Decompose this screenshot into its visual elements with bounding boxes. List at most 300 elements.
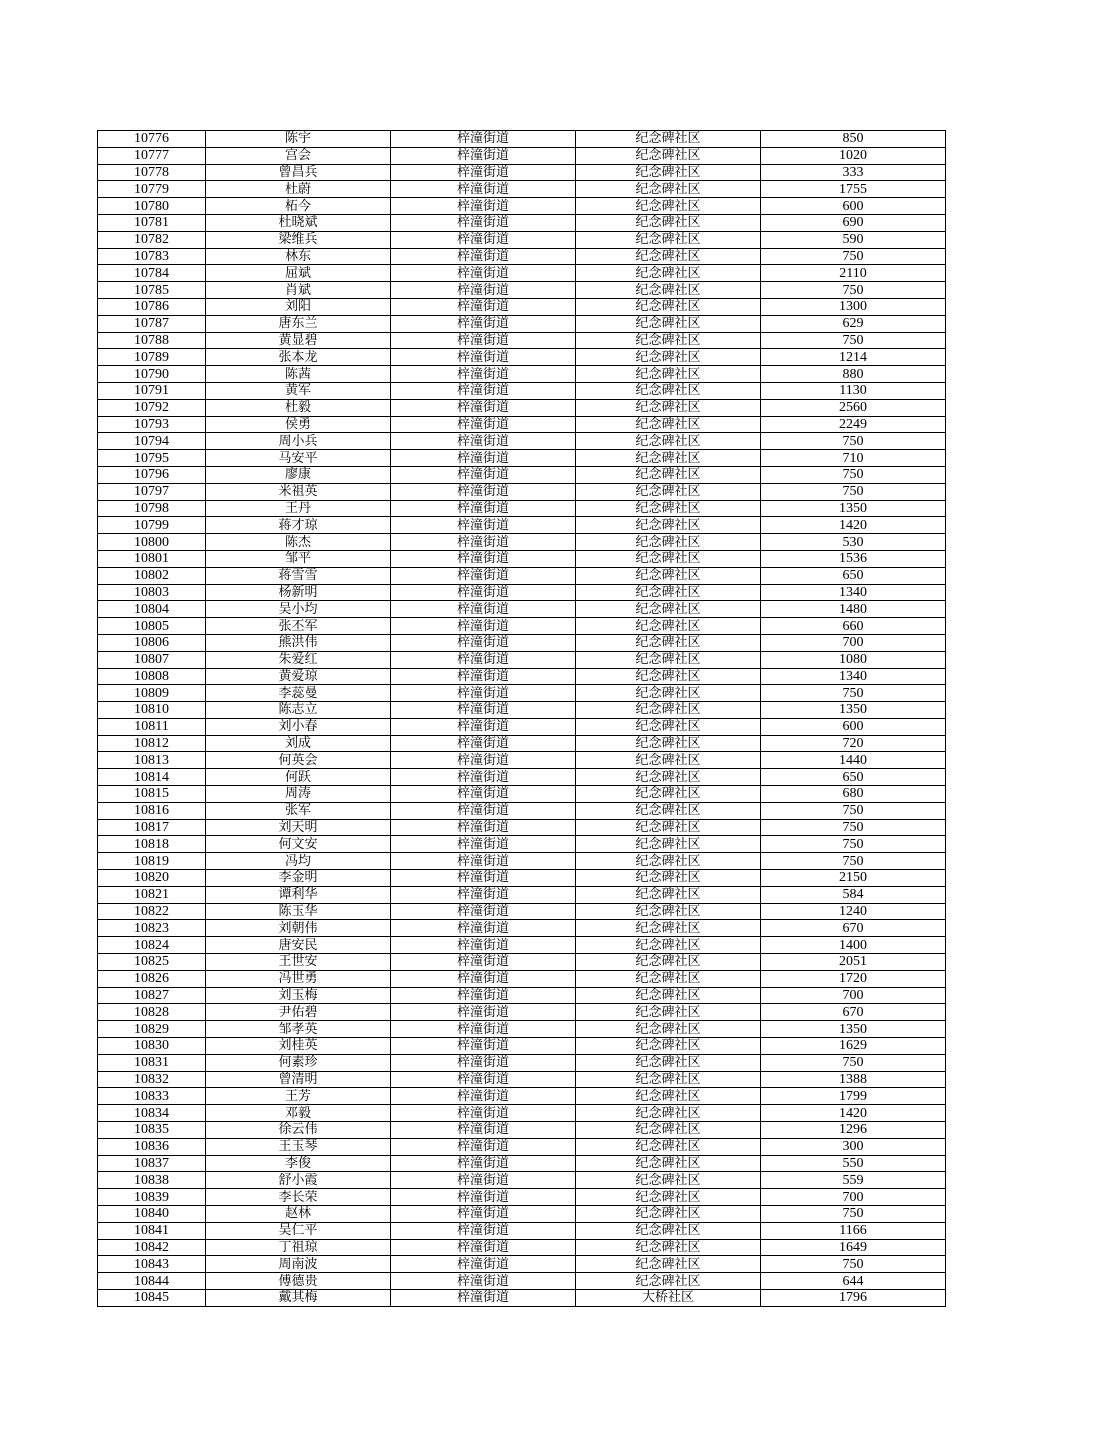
amount-cell: 750 — [761, 433, 946, 450]
community-cell: 纪念碑社区 — [576, 1189, 761, 1206]
name-cell: 傅德贵 — [206, 1273, 391, 1290]
table-row — [98, 265, 946, 282]
name-cell: 陈玉华 — [206, 903, 391, 920]
name-cell: 刘小春 — [206, 718, 391, 735]
row-number-cell: 10795 — [98, 450, 206, 467]
street-cell: 梓潼街道 — [391, 1172, 576, 1189]
name-cell: 肖斌 — [206, 282, 391, 299]
street-cell: 梓潼街道 — [391, 1138, 576, 1155]
amount-cell: 750 — [761, 1206, 946, 1223]
table-row — [98, 802, 946, 819]
amount-cell: 700 — [761, 987, 946, 1004]
row-number-cell: 10801 — [98, 550, 206, 567]
table-row — [98, 198, 946, 215]
row-number-cell: 10844 — [98, 1273, 206, 1290]
row-number-cell: 10828 — [98, 1004, 206, 1021]
street-cell: 梓潼街道 — [391, 853, 576, 870]
row-number-cell: 10804 — [98, 601, 206, 618]
table-row — [98, 231, 946, 248]
amount-cell: 1388 — [761, 1071, 946, 1088]
name-cell: 陈志立 — [206, 702, 391, 719]
table-row — [98, 1004, 946, 1021]
table-row — [98, 903, 946, 920]
row-number-cell: 10793 — [98, 416, 206, 433]
amount-cell: 1340 — [761, 668, 946, 685]
name-cell: 徐云伟 — [206, 1122, 391, 1139]
community-cell: 纪念碑社区 — [576, 601, 761, 618]
street-cell: 梓潼街道 — [391, 181, 576, 198]
name-cell: 熊洪伟 — [206, 634, 391, 651]
street-cell: 梓潼街道 — [391, 517, 576, 534]
name-cell: 刘阳 — [206, 298, 391, 315]
name-cell: 柘今 — [206, 198, 391, 215]
community-cell: 纪念碑社区 — [576, 1004, 761, 1021]
amount-cell: 700 — [761, 634, 946, 651]
community-cell: 纪念碑社区 — [576, 702, 761, 719]
street-cell: 梓潼街道 — [391, 954, 576, 971]
name-cell: 刘玉梅 — [206, 987, 391, 1004]
community-cell: 纪念碑社区 — [576, 584, 761, 601]
name-cell: 马安平 — [206, 450, 391, 467]
amount-cell: 650 — [761, 769, 946, 786]
community-cell: 纪念碑社区 — [576, 853, 761, 870]
amount-cell: 1629 — [761, 1038, 946, 1055]
row-number-cell: 10822 — [98, 903, 206, 920]
community-cell: 纪念碑社区 — [576, 466, 761, 483]
table-row — [98, 466, 946, 483]
name-cell: 陈宇 — [206, 131, 391, 148]
street-cell: 梓潼街道 — [391, 550, 576, 567]
table-row — [98, 1071, 946, 1088]
amount-cell: 1350 — [761, 1021, 946, 1038]
table-row — [98, 500, 946, 517]
name-cell: 何文安 — [206, 836, 391, 853]
community-cell: 纪念碑社区 — [576, 231, 761, 248]
community-cell: 纪念碑社区 — [576, 970, 761, 987]
row-number-cell: 10827 — [98, 987, 206, 1004]
amount-cell: 1020 — [761, 147, 946, 164]
street-cell: 梓潼街道 — [391, 147, 576, 164]
name-cell: 杜毅 — [206, 399, 391, 416]
row-number-cell: 10784 — [98, 265, 206, 282]
street-cell: 梓潼街道 — [391, 382, 576, 399]
amount-cell: 1400 — [761, 937, 946, 954]
table-row — [98, 1289, 946, 1306]
community-cell: 纪念碑社区 — [576, 718, 761, 735]
community-cell: 纪念碑社区 — [576, 349, 761, 366]
community-cell: 纪念碑社区 — [576, 450, 761, 467]
community-cell: 纪念碑社区 — [576, 920, 761, 937]
row-number-cell: 10777 — [98, 147, 206, 164]
amount-cell: 629 — [761, 315, 946, 332]
table-row — [98, 248, 946, 265]
amount-cell: 1796 — [761, 1289, 946, 1306]
street-cell: 梓潼街道 — [391, 1071, 576, 1088]
row-number-cell: 10783 — [98, 248, 206, 265]
amount-cell: 2051 — [761, 954, 946, 971]
amount-cell: 750 — [761, 1054, 946, 1071]
name-cell: 李金明 — [206, 870, 391, 887]
row-number-cell: 10806 — [98, 634, 206, 651]
table-row — [98, 1172, 946, 1189]
table-row — [98, 920, 946, 937]
row-number-cell: 10792 — [98, 399, 206, 416]
community-cell: 纪念碑社区 — [576, 517, 761, 534]
table-row — [98, 1189, 946, 1206]
row-number-cell: 10842 — [98, 1239, 206, 1256]
street-cell: 梓潼街道 — [391, 886, 576, 903]
community-cell: 纪念碑社区 — [576, 1239, 761, 1256]
street-cell: 梓潼街道 — [391, 970, 576, 987]
amount-cell: 300 — [761, 1138, 946, 1155]
street-cell: 梓潼街道 — [391, 399, 576, 416]
table-row — [98, 483, 946, 500]
row-number-cell: 10809 — [98, 685, 206, 702]
community-cell: 纪念碑社区 — [576, 1071, 761, 1088]
data-table — [97, 130, 946, 1307]
table-row — [98, 315, 946, 332]
table-row — [98, 382, 946, 399]
amount-cell: 650 — [761, 567, 946, 584]
name-cell: 刘天明 — [206, 819, 391, 836]
row-number-cell: 10790 — [98, 366, 206, 383]
amount-cell: 530 — [761, 534, 946, 551]
name-cell: 张军 — [206, 802, 391, 819]
table-row — [98, 567, 946, 584]
name-cell: 朱爱红 — [206, 651, 391, 668]
name-cell: 周小兵 — [206, 433, 391, 450]
name-cell: 屈斌 — [206, 265, 391, 282]
community-cell: 纪念碑社区 — [576, 668, 761, 685]
table-row — [98, 819, 946, 836]
table-row — [98, 282, 946, 299]
table-row — [98, 970, 946, 987]
table-row — [98, 1155, 946, 1172]
street-cell: 梓潼街道 — [391, 769, 576, 786]
table-row — [98, 1105, 946, 1122]
street-cell: 梓潼街道 — [391, 987, 576, 1004]
table-row — [98, 937, 946, 954]
row-number-cell: 10810 — [98, 702, 206, 719]
street-cell: 梓潼街道 — [391, 1256, 576, 1273]
row-number-cell: 10845 — [98, 1289, 206, 1306]
community-cell: 纪念碑社区 — [576, 769, 761, 786]
amount-cell: 1720 — [761, 970, 946, 987]
row-number-cell: 10823 — [98, 920, 206, 937]
street-cell: 梓潼街道 — [391, 282, 576, 299]
community-cell: 纪念碑社区 — [576, 500, 761, 517]
name-cell: 谭利华 — [206, 886, 391, 903]
amount-cell: 750 — [761, 1256, 946, 1273]
table-row — [98, 164, 946, 181]
amount-cell: 750 — [761, 853, 946, 870]
table-row — [98, 517, 946, 534]
row-number-cell: 10805 — [98, 618, 206, 635]
table-row — [98, 1021, 946, 1038]
name-cell: 冯均 — [206, 853, 391, 870]
table-row — [98, 752, 946, 769]
street-cell: 梓潼街道 — [391, 214, 576, 231]
community-cell: 纪念碑社区 — [576, 903, 761, 920]
row-number-cell: 10843 — [98, 1256, 206, 1273]
table-row — [98, 534, 946, 551]
amount-cell: 1755 — [761, 181, 946, 198]
table-row — [98, 298, 946, 315]
table-row — [98, 718, 946, 735]
row-number-cell: 10834 — [98, 1105, 206, 1122]
row-number-cell: 10779 — [98, 181, 206, 198]
community-cell: 纪念碑社区 — [576, 836, 761, 853]
name-cell: 蒋雪雪 — [206, 567, 391, 584]
street-cell: 梓潼街道 — [391, 265, 576, 282]
name-cell: 周南波 — [206, 1256, 391, 1273]
name-cell: 舒小霞 — [206, 1172, 391, 1189]
amount-cell: 1214 — [761, 349, 946, 366]
row-number-cell: 10807 — [98, 651, 206, 668]
street-cell: 梓潼街道 — [391, 315, 576, 332]
row-number-cell: 10841 — [98, 1222, 206, 1239]
name-cell: 曾昌兵 — [206, 164, 391, 181]
community-cell: 纪念碑社区 — [576, 685, 761, 702]
table-row — [98, 1088, 946, 1105]
community-cell: 纪念碑社区 — [576, 752, 761, 769]
community-cell: 纪念碑社区 — [576, 786, 761, 803]
name-cell: 冯世勇 — [206, 970, 391, 987]
row-number-cell: 10785 — [98, 282, 206, 299]
name-cell: 黄显碧 — [206, 332, 391, 349]
row-number-cell: 10796 — [98, 466, 206, 483]
table-row — [98, 433, 946, 450]
name-cell: 宫会 — [206, 147, 391, 164]
row-number-cell: 10791 — [98, 382, 206, 399]
amount-cell: 1340 — [761, 584, 946, 601]
name-cell: 邹孝英 — [206, 1021, 391, 1038]
amount-cell: 750 — [761, 248, 946, 265]
row-number-cell: 10819 — [98, 853, 206, 870]
street-cell: 梓潼街道 — [391, 198, 576, 215]
community-cell: 纪念碑社区 — [576, 332, 761, 349]
name-cell: 李俊 — [206, 1155, 391, 1172]
amount-cell: 1350 — [761, 702, 946, 719]
amount-cell: 600 — [761, 198, 946, 215]
row-number-cell: 10816 — [98, 802, 206, 819]
row-number-cell: 10794 — [98, 433, 206, 450]
street-cell: 梓潼街道 — [391, 618, 576, 635]
street-cell: 梓潼街道 — [391, 601, 576, 618]
amount-cell: 644 — [761, 1273, 946, 1290]
row-number-cell: 10835 — [98, 1122, 206, 1139]
row-number-cell: 10833 — [98, 1088, 206, 1105]
amount-cell: 1240 — [761, 903, 946, 920]
community-cell: 纪念碑社区 — [576, 886, 761, 903]
amount-cell: 584 — [761, 886, 946, 903]
amount-cell: 1536 — [761, 550, 946, 567]
name-cell: 廖康 — [206, 466, 391, 483]
table-row — [98, 131, 946, 148]
row-number-cell: 10776 — [98, 131, 206, 148]
table-row — [98, 1054, 946, 1071]
amount-cell: 2150 — [761, 870, 946, 887]
community-cell: 纪念碑社区 — [576, 1206, 761, 1223]
name-cell: 李长荣 — [206, 1189, 391, 1206]
community-cell: 纪念碑社区 — [576, 1172, 761, 1189]
community-cell: 纪念碑社区 — [576, 382, 761, 399]
amount-cell: 559 — [761, 1172, 946, 1189]
table-row — [98, 1138, 946, 1155]
table-row — [98, 651, 946, 668]
community-cell: 纪念碑社区 — [576, 399, 761, 416]
amount-cell: 2249 — [761, 416, 946, 433]
amount-cell: 750 — [761, 332, 946, 349]
table-row — [98, 786, 946, 803]
table-row — [98, 685, 946, 702]
name-cell: 刘成 — [206, 735, 391, 752]
amount-cell: 1130 — [761, 382, 946, 399]
table-row — [98, 1038, 946, 1055]
community-cell: 纪念碑社区 — [576, 651, 761, 668]
amount-cell: 710 — [761, 450, 946, 467]
row-number-cell: 10808 — [98, 668, 206, 685]
community-cell: 纪念碑社区 — [576, 416, 761, 433]
row-number-cell: 10799 — [98, 517, 206, 534]
street-cell: 梓潼街道 — [391, 1289, 576, 1306]
amount-cell: 670 — [761, 920, 946, 937]
amount-cell: 670 — [761, 1004, 946, 1021]
row-number-cell: 10803 — [98, 584, 206, 601]
table-row — [98, 853, 946, 870]
name-cell: 王世安 — [206, 954, 391, 971]
name-cell: 刘朝伟 — [206, 920, 391, 937]
street-cell: 梓潼街道 — [391, 131, 576, 148]
name-cell: 何英会 — [206, 752, 391, 769]
amount-cell: 750 — [761, 282, 946, 299]
amount-cell: 1649 — [761, 1239, 946, 1256]
table-row — [98, 601, 946, 618]
name-cell: 何跃 — [206, 769, 391, 786]
amount-cell: 750 — [761, 819, 946, 836]
community-cell: 纪念碑社区 — [576, 618, 761, 635]
street-cell: 梓潼街道 — [391, 483, 576, 500]
amount-cell: 690 — [761, 214, 946, 231]
street-cell: 梓潼街道 — [391, 920, 576, 937]
community-cell: 纪念碑社区 — [576, 1256, 761, 1273]
street-cell: 梓潼街道 — [391, 634, 576, 651]
amount-cell: 850 — [761, 131, 946, 148]
name-cell: 陈茜 — [206, 366, 391, 383]
street-cell: 梓潼街道 — [391, 416, 576, 433]
community-cell: 大桥社区 — [576, 1289, 761, 1306]
name-cell: 蒋才琼 — [206, 517, 391, 534]
street-cell: 梓潼街道 — [391, 870, 576, 887]
street-cell: 梓潼街道 — [391, 349, 576, 366]
community-cell: 纪念碑社区 — [576, 483, 761, 500]
community-cell: 纪念碑社区 — [576, 735, 761, 752]
row-number-cell: 10813 — [98, 752, 206, 769]
table-row — [98, 618, 946, 635]
row-number-cell: 10814 — [98, 769, 206, 786]
community-cell: 纪念碑社区 — [576, 1088, 761, 1105]
street-cell: 梓潼街道 — [391, 1206, 576, 1223]
name-cell: 吴仁平 — [206, 1222, 391, 1239]
table-row — [98, 886, 946, 903]
row-number-cell: 10820 — [98, 870, 206, 887]
table-row — [98, 349, 946, 366]
community-cell: 纪念碑社区 — [576, 147, 761, 164]
table-body — [98, 131, 946, 1307]
street-cell: 梓潼街道 — [391, 1222, 576, 1239]
street-cell: 梓潼街道 — [391, 248, 576, 265]
table-row — [98, 634, 946, 651]
table-row — [98, 399, 946, 416]
row-number-cell: 10826 — [98, 970, 206, 987]
name-cell: 王玉琴 — [206, 1138, 391, 1155]
community-cell: 纪念碑社区 — [576, 1138, 761, 1155]
community-cell: 纪念碑社区 — [576, 433, 761, 450]
row-number-cell: 10818 — [98, 836, 206, 853]
community-cell: 纪念碑社区 — [576, 214, 761, 231]
table-row — [98, 702, 946, 719]
community-cell: 纪念碑社区 — [576, 164, 761, 181]
name-cell: 张本龙 — [206, 349, 391, 366]
street-cell: 梓潼街道 — [391, 231, 576, 248]
community-cell: 纪念碑社区 — [576, 282, 761, 299]
street-cell: 梓潼街道 — [391, 433, 576, 450]
row-number-cell: 10782 — [98, 231, 206, 248]
table-row — [98, 584, 946, 601]
row-number-cell: 10825 — [98, 954, 206, 971]
amount-cell: 750 — [761, 466, 946, 483]
amount-cell: 1420 — [761, 517, 946, 534]
street-cell: 梓潼街道 — [391, 802, 576, 819]
community-cell: 纪念碑社区 — [576, 265, 761, 282]
street-cell: 梓潼街道 — [391, 567, 576, 584]
community-cell: 纪念碑社区 — [576, 1038, 761, 1055]
name-cell: 尹佑碧 — [206, 1004, 391, 1021]
street-cell: 梓潼街道 — [391, 1054, 576, 1071]
street-cell: 梓潼街道 — [391, 702, 576, 719]
street-cell: 梓潼街道 — [391, 937, 576, 954]
amount-cell: 600 — [761, 718, 946, 735]
name-cell: 陈杰 — [206, 534, 391, 551]
row-number-cell: 10840 — [98, 1206, 206, 1223]
community-cell: 纪念碑社区 — [576, 987, 761, 1004]
street-cell: 梓潼街道 — [391, 1021, 576, 1038]
row-number-cell: 10831 — [98, 1054, 206, 1071]
table-row — [98, 836, 946, 853]
community-cell: 纪念碑社区 — [576, 550, 761, 567]
row-number-cell: 10811 — [98, 718, 206, 735]
amount-cell: 1440 — [761, 752, 946, 769]
street-cell: 梓潼街道 — [391, 836, 576, 853]
street-cell: 梓潼街道 — [391, 466, 576, 483]
row-number-cell: 10838 — [98, 1172, 206, 1189]
table-row — [98, 181, 946, 198]
name-cell: 曾清明 — [206, 1071, 391, 1088]
table-row — [98, 668, 946, 685]
name-cell: 杨新明 — [206, 584, 391, 601]
amount-cell: 1480 — [761, 601, 946, 618]
table-row — [98, 1122, 946, 1139]
street-cell: 梓潼街道 — [391, 1273, 576, 1290]
amount-cell: 1296 — [761, 1122, 946, 1139]
street-cell: 梓潼街道 — [391, 685, 576, 702]
name-cell: 张丕军 — [206, 618, 391, 635]
community-cell: 纪念碑社区 — [576, 131, 761, 148]
community-cell: 纪念碑社区 — [576, 567, 761, 584]
table-row — [98, 954, 946, 971]
name-cell: 王丹 — [206, 500, 391, 517]
amount-cell: 750 — [761, 685, 946, 702]
